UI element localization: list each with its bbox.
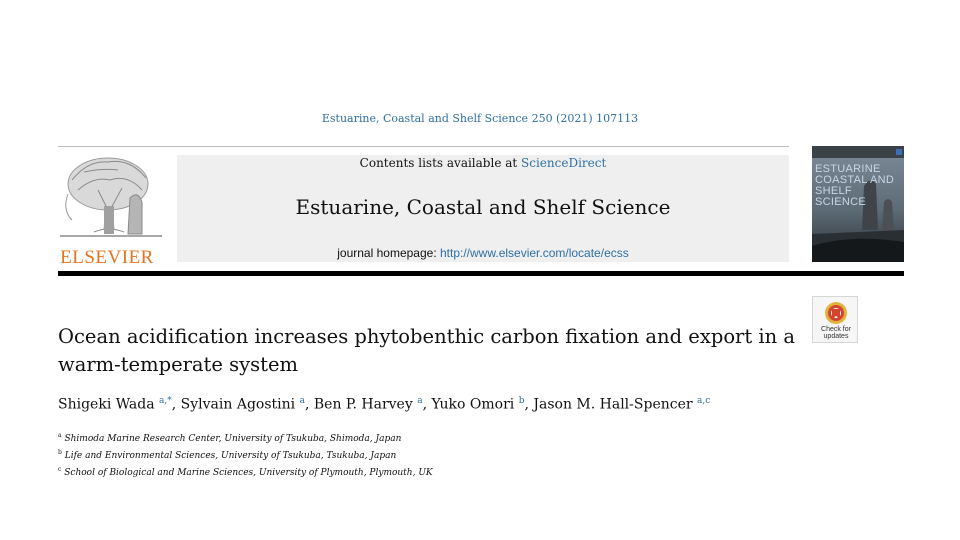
- affiliation-label: b: [58, 449, 62, 456]
- cover-title-line: ESTUARINE: [815, 163, 881, 175]
- journal-banner: [177, 155, 789, 262]
- affiliation-list: [58, 429, 433, 480]
- author-list: [58, 396, 898, 413]
- affiliation-label: a: [58, 432, 62, 439]
- contents-prefix: Contents lists available at: [359, 156, 522, 170]
- sciencedirect-link[interactable]: ScienceDirect: [521, 156, 607, 170]
- check-updates-icon: [813, 297, 859, 327]
- check-updates-line: updates: [823, 333, 849, 340]
- author-separator: ,: [171, 396, 181, 413]
- check-updates-label: [813, 326, 859, 340]
- check-for-updates-button[interactable]: [812, 296, 858, 343]
- author-affil-marker[interactable]: a: [417, 396, 423, 406]
- homepage-link[interactable]: http://www.elsevier.com/locate/ecss: [440, 246, 629, 260]
- author-separator: ,: [304, 396, 314, 413]
- publisher-name: ELSEVIER: [60, 247, 154, 268]
- cover-title: [815, 164, 904, 208]
- affiliation-item: [58, 463, 433, 480]
- homepage-line: [177, 246, 789, 260]
- article-title: Ocean acidification increases phytobenthic carbon fixation and export in a warm-temperate system: [58, 325, 796, 376]
- journal-citation[interactable]: Estuarine, Coastal and Shelf Science 250 (2021) 107113: [321, 112, 639, 125]
- affiliation-item: [58, 429, 433, 446]
- author-name[interactable]: Shigeki Wada: [58, 396, 155, 413]
- affiliation-text: Life and Environmental Sciences, University of Tsukuba, Tsukuba, Japan: [64, 451, 397, 461]
- author-separator: ,: [524, 396, 534, 413]
- author-name[interactable]: Sylvain Agostini: [180, 396, 296, 413]
- elsevier-tree-icon: [58, 150, 170, 246]
- author-name[interactable]: Yuko Omori: [431, 396, 515, 413]
- elsevier-logo[interactable]: [58, 150, 170, 268]
- author-affil-marker[interactable]: b: [518, 396, 525, 406]
- affiliation-text: School of Biological and Marine Sciences, University of Plymouth, Plymouth, UK: [64, 468, 433, 478]
- author-affil-marker[interactable]: a: [299, 396, 305, 406]
- cover-title-line: COASTAL AND: [815, 174, 895, 186]
- author-affil-marker[interactable]: a,c: [697, 396, 711, 406]
- homepage-prefix: journal homepage:: [337, 246, 440, 260]
- journal-cover[interactable]: [812, 146, 904, 262]
- header-bottom-rule: [58, 271, 904, 276]
- author-affil-marker[interactable]: a,*: [159, 396, 172, 406]
- journal-title: Estuarine, Coastal and Shelf Science: [295, 195, 671, 219]
- affiliation-item: [58, 446, 433, 463]
- contents-line: [177, 156, 789, 170]
- header-top-rule: [58, 146, 789, 147]
- check-updates-line: Check for: [821, 326, 851, 333]
- affiliation-text: Shimoda Marine Research Center, University of Tsukuba, Shimoda, Japan: [64, 434, 402, 444]
- cover-title-line: SHELF SCIENCE: [815, 185, 866, 208]
- author-name[interactable]: Jason M. Hall-Spencer: [533, 396, 693, 413]
- author-separator: ,: [422, 396, 432, 413]
- affiliation-label: c: [58, 466, 62, 473]
- author-name[interactable]: Ben P. Harvey: [313, 396, 413, 413]
